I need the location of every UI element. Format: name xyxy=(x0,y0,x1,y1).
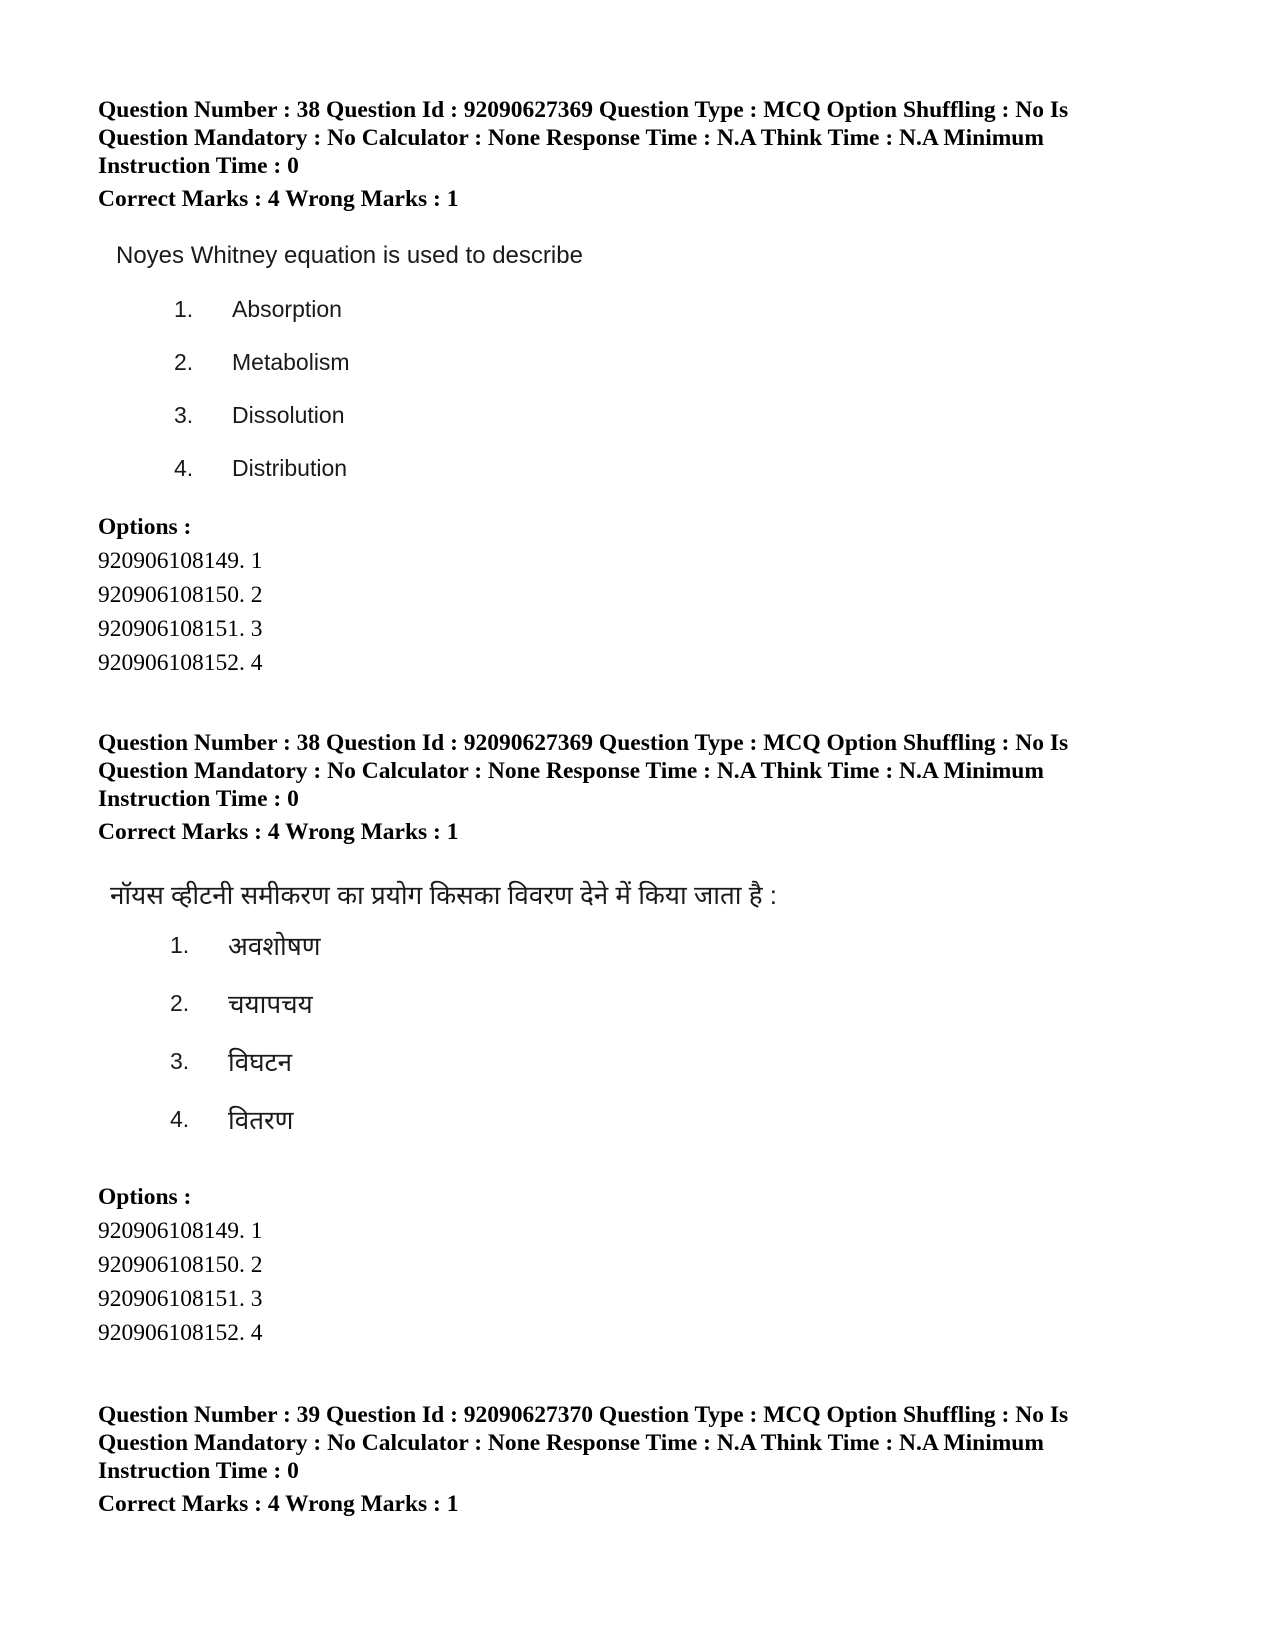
meta-line: Question Number : 38 Question Id : 92090627369 Question Type : MCQ Option Shuffling : No Is xyxy=(98,730,1069,756)
choice-label: अवशोषण xyxy=(228,931,321,961)
choice-label: Dissolution xyxy=(232,402,345,428)
question-meta xyxy=(98,1401,1188,1518)
choice-label: Metabolism xyxy=(232,349,350,375)
question-text: नॉयस व्हीटनी समीकरण का प्रयोग किसका विवरण देने में किया जाता है : xyxy=(110,880,777,910)
option-row: 920906108150. 2 xyxy=(98,582,263,608)
question-text: Noyes Whitney equation is used to describe xyxy=(116,242,583,269)
question-meta xyxy=(98,96,1188,213)
option-row: 920906108149. 1 xyxy=(98,1218,263,1244)
choice-label: विघटन xyxy=(228,1047,293,1077)
choice-number: 1. xyxy=(170,932,190,958)
options-list xyxy=(98,510,263,680)
marks-line: Correct Marks : 4 Wrong Marks : 1 xyxy=(98,1491,459,1517)
choice-label: Absorption xyxy=(232,296,342,322)
marks-line: Correct Marks : 4 Wrong Marks : 1 xyxy=(98,186,459,212)
options-header: Options : xyxy=(98,1184,192,1210)
options-list xyxy=(98,1180,263,1350)
option-row: 920906108150. 2 xyxy=(98,1252,263,1278)
meta-line: Question Mandatory : No Calculator : None Response Time : N.A Think Time : N.A Minimum xyxy=(98,1430,1044,1456)
meta-line: Question Mandatory : No Calculator : None Response Time : N.A Think Time : N.A Minimum xyxy=(98,125,1044,151)
option-row: 920906108151. 3 xyxy=(98,616,263,642)
meta-line: Instruction Time : 0 xyxy=(98,153,299,179)
option-row: 920906108151. 3 xyxy=(98,1286,263,1312)
option-row: 920906108152. 4 xyxy=(98,650,263,676)
marks-line: Correct Marks : 4 Wrong Marks : 1 xyxy=(98,819,459,845)
meta-line: Question Number : 38 Question Id : 92090627369 Question Type : MCQ Option Shuffling : No Is xyxy=(98,97,1069,123)
choice-number: 1. xyxy=(174,296,194,322)
choice-number: 2. xyxy=(170,990,190,1016)
choice-label: Distribution xyxy=(232,455,348,481)
meta-line: Question Number : 39 Question Id : 92090627370 Question Type : MCQ Option Shuffling : No Is xyxy=(98,1402,1069,1428)
meta-line: Instruction Time : 0 xyxy=(98,1458,299,1484)
choice-number: 3. xyxy=(170,1048,190,1074)
choice-number: 2. xyxy=(174,349,194,375)
option-row: 920906108149. 1 xyxy=(98,548,263,574)
meta-line: Instruction Time : 0 xyxy=(98,786,299,812)
choice-label: चयापचय xyxy=(228,989,313,1019)
choice-label: वितरण xyxy=(228,1105,294,1135)
option-row: 920906108152. 4 xyxy=(98,1320,263,1346)
choice-number: 3. xyxy=(174,402,194,428)
options-header: Options : xyxy=(98,514,192,540)
choice-number: 4. xyxy=(174,455,194,481)
meta-line: Question Mandatory : No Calculator : None Response Time : N.A Think Time : N.A Minimum xyxy=(98,758,1044,784)
choice-number: 4. xyxy=(170,1106,190,1132)
question-meta xyxy=(98,729,1188,846)
